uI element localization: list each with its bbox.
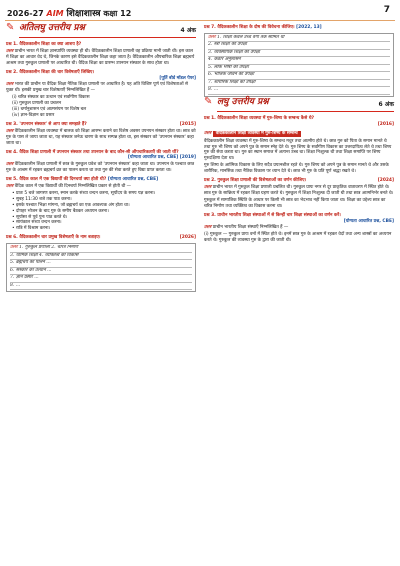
answer-heading-bar: वैदिककालीन शिक्षा व्यवस्था में गुरु-शिष्य के सम्बन्ध xyxy=(213,131,301,137)
list-item: • प्रातः 5 बजे जागरण करना, स्नान करके संध्या वन्दन करना, सूर्योदय के समय यज्ञ करना। xyxy=(12,190,156,196)
question-4: प्रश्न 4. वैदिक शिक्षा प्रणाली में उपनयन संस्कार तथा उपनयन के बाद कौन-सी औपचारिकताएँ की जाती थीं? xyxy=(6,149,179,155)
answer-2: उत्तर भारत की प्राचीन या वैदिक शिक्षा नैतिक शिक्षा प्रणाली पर आधारित है। यह अति विशिष्ट पूर्ण एवं विशेषताओं से युक्त थी। इसकी प्रमुख चार विशेषताएँ निम्नलिखित हैं — xyxy=(6,82,188,94)
handwritten-line: 2. स्त्री शिक्षा की उपेक्षा xyxy=(208,42,390,50)
list-item: • दोपहर भोजन के बाद गुरु के समीप बैठकर अध्ययन करना। xyxy=(12,208,109,214)
question-5: प्रश्न 5. वैदिक काल में एक विद्यार्थी की दिनचर्या क्या होती थी? [योग्यता आधारित प्रश्न, CBE] xyxy=(6,177,159,183)
header-rule xyxy=(5,20,395,21)
answer-2-points xyxy=(12,95,196,119)
handwritten-line: 6. संस्कार का उत्थान ... xyxy=(10,268,192,276)
handwritten-line: उत्तर 1. गुरुकुल प्रणाली 2. चरित्र निर्माण xyxy=(10,245,192,253)
section-header-short xyxy=(204,95,394,113)
question-3: [2015] प्रश्न 3. 'उपनयन संस्कार' से आप क्या समझते हैं? xyxy=(6,121,196,127)
answer-5-points xyxy=(12,191,196,232)
short-answer-2-b: गुरुकुल में सामाजिक स्थिति के आधार पर किसी भी छात्र का भेदभाव नहीं किया जाता था। शिक्षा का उद्देश्य छात्र का चरित्र निर्माण तथा व्यक्तित्व का विकास करना था। xyxy=(204,197,386,209)
question-6: [2026] प्रश्न 6. वैदिककालीन चार प्रमुख विशेषताएँ के नाम बताइए। xyxy=(6,235,196,241)
list-item: • सूर्यास्त से पूर्व पुनः पाठ करते थे। xyxy=(12,214,68,220)
section-marks: 4 अंक xyxy=(180,27,196,34)
short-question-3-tag: [योग्यता आधारित प्रश्न, CBE] xyxy=(343,218,394,224)
question-7: प्रश्न 7. वैदिककालीन शिक्षा के दोष की विवेचना कीजिए। [2022, 13] xyxy=(204,25,322,30)
answer-1: उत्तर प्राचीन भारत में शिक्षा ज्ञानप्राप्ति व्यवस्था ही थी। वैदिककालीन शिक्षा प्रणाली वह प्रक्रिया मानी जाती थी। इस काल में शिक्षा का आधार वेद थे, जिनके कारण इसे वैदिककालीन शिक्षा कहा जाता है। वैदिककालीन औपचारिक शिक्षा ब्रह्मचर्य आश्रम तथा गुरुकुल प्रणाली पर आधारित थी। वैदिक शिक्षा का प्रारम्भ उपनयन संस्कार के साथ होता था। xyxy=(6,48,195,66)
handwritten-line: 7. ज्ञान प्रसार ... xyxy=(10,275,192,283)
question-1: प्रश्न 1. वैदिककालीन शिक्षा का क्या आशय है? xyxy=(6,42,82,47)
header-left xyxy=(7,6,131,19)
handwritten-line: 7. शारीरिक शिक्षा की उपेक्षा xyxy=(208,80,390,88)
short-question-3: प्रश्न 3. प्राचीन भारतीय शिक्षा संस्थाओं में से किन्हीं चार शिक्षा संस्थाओं का वर्णन करें। xyxy=(204,212,341,218)
short-question-1-tag: [2016] xyxy=(377,121,394,127)
short-question-2: [2024] प्रश्न 2. गुरुकुल शिक्षा प्रणाली की विशेषताओं का वर्णन कीजिए। xyxy=(204,178,394,184)
header-year: 2026-27 xyxy=(7,9,44,18)
handwritten-line: 8. ... xyxy=(10,283,192,291)
list-item: • सुबह 11:30 बजे तक पाठ करना। xyxy=(12,196,72,202)
question-2-tag: [पूर्ति बोर्ड मॉडल पेपर] xyxy=(159,75,196,81)
question-4-tag: [योग्यता आधारित प्रश्न, CBE] [2019] xyxy=(127,155,196,161)
handwritten-line: 8. ... xyxy=(208,87,390,95)
handwritten-line: 3. धार्मिक शिक्षा 4. व्यक्तित्व का विकास xyxy=(10,253,192,261)
list-item: • सायंकाल संध्या वन्दन करना। xyxy=(12,220,62,226)
section-title: अतिलघु उत्तरीय प्रश्न xyxy=(19,23,85,33)
pencil-icon: ✎ xyxy=(6,22,15,33)
list-item: (iii) धर्मानुशासन एवं आत्मसंयम पर विशेष बल xyxy=(12,107,87,113)
left-column xyxy=(6,22,196,294)
short-answer-3-intro: उत्तर प्राचीन भारतीय शिक्षा संस्थाएँ निम्नलिखित हैं — xyxy=(204,225,289,231)
list-item: (ii) गुरुकुल प्रणाली का प्रचलन xyxy=(12,101,62,107)
answer-3: उत्तर वैदिककालीन शिक्षा व्यवस्था में बालक को शिक्षा आरम्भ कराने का विशेष अवसर उपनयन संस्कार होता था। छात्र को गुरु के पास ले जाया जाता था, यह संस्कार जनेऊ धारण के साथ सम्पन्न होता था, इस संस्कार को 'उपनयन संस्कार' कहा जाता था। xyxy=(6,128,196,146)
list-item: (i) चरित्र संस्कार का उत्थान एवं सर्वांगीण विकास xyxy=(12,95,90,101)
section-rule xyxy=(217,111,394,112)
section-rule xyxy=(19,37,196,38)
list-item: • रात्रि में विश्राम करना। xyxy=(12,226,51,232)
header-class: कक्षा 12 xyxy=(103,9,132,18)
list-item: • इसके पश्चात भिक्षा मांगना, जो ब्रह्मचर्य का एक आवश्यक अंग होता था। xyxy=(12,202,130,208)
right-column xyxy=(204,25,394,244)
page-header xyxy=(0,0,400,22)
short-answer-1-text: वैदिककालीन शिक्षा व्यवस्था में गुरु-शिष्य के सम्बन्ध मधुर तथा आत्मीय होते थे। छात्र गुरु को पिता के समान मानते थे तथा गुरु भी शिष्य को अपने पुत्र के समान स्नेह देते थे। गुरु शिष्य के सर्वांगीण विकास का उत्तरदायित्व लेते थे तथा शिष्य गुरु की सेवा करता था। गुरु का स्थान समाज में अत्यन्त उच्च था। शिक्षा निःशुल्क थी तथा शिक्षा समाप्ति पर शिष्य गुरुदक्षिणा देता था। xyxy=(204,138,392,162)
handwritten-line: 3. व्यवसायिक शिक्षा की उपेक्षा xyxy=(208,50,390,58)
short-answer-3: (i) गुरुकुल — गुरुकुल प्रायः वनों में स्थित होते थे। इनमें छात्र गुरु के आश्रम में रहकर वेदों तथा अन्य शास्त्रों का अध्ययन करते थे। गुरुकुल की व्यवस्था गुरु के द्वारा की जाती थी। xyxy=(204,232,392,244)
handwritten-answer-box-2 xyxy=(204,33,394,97)
handwritten-line: 6. भौतिक जीवन की उपेक्षा xyxy=(208,72,390,80)
brand-logo: AIM xyxy=(46,9,64,18)
question-2: प्रश्न 2. वैदिककालीन शिक्षा की चार विशेषताएँ लिखिए। xyxy=(6,69,95,75)
pencil-icon: ✎ xyxy=(204,95,213,107)
page-number: 7 xyxy=(383,5,390,15)
section-title: लघु उत्तरीय प्रश्न xyxy=(217,96,269,107)
handwritten-line: 4. कठोर अनुशासन xyxy=(208,57,390,65)
handwritten-line: उत्तर 1. शिक्षा केवल उच्च वर्गों तक सीमित थी xyxy=(208,35,390,43)
short-answer-1-text-b: गुरु शिष्य के आत्मिक विकास के लिए सदैव प्रयत्नशील रहते थे। गुरु शिष्य को अपने पुत्र के समान मानते थे और उसके शारीरिक, मानसिक तथा नैतिक विकास पर ध्यान देते थे। छात्र भी गुरु के प्रति पूर्ण श्रद्धा रखते थे। xyxy=(204,163,389,175)
handwritten-line: 5. लोक भाषा की उपेक्षा xyxy=(208,65,390,73)
list-item: (iv) ज्ञान-विज्ञान का प्रसार xyxy=(12,112,55,118)
answer-5: उत्तर वैदिक काल में एक विद्यार्थी की दिनचर्या निम्नलिखित प्रकार से होती थी — xyxy=(6,184,132,190)
section-marks: 6 अंक xyxy=(378,100,394,108)
section-header-very-short xyxy=(6,22,196,39)
header-subject: शिक्षाशास्त्र xyxy=(66,9,101,19)
answer-4: उत्तर वैदिककालीन शिक्षा प्रणाली में छात्र के गुरुकुल प्रवेश को 'उपनयन संस्कार' कहा जाता था। उपनयन के पश्चात छात्र गुरु के आश्रम में रहकर ब्रह्मचर्य व्रत का पालन करता था तथा गुरु की सेवा करते हुए विद्या प्राप्त करता था। xyxy=(6,162,195,174)
short-question-1: प्रश्न 1. वैदिककालीन शिक्षा व्यवस्था में गुरु-शिष्य के सम्बन्ध कैसे थे? xyxy=(204,115,315,121)
handwritten-line: 5. ब्रह्मचर्य का पालन ... xyxy=(10,260,192,268)
short-answer-2: उत्तर प्राचीन भारत में गुरुकुल शिक्षा प्रणाली प्रचलित थी। गुरुकुल प्रायः नगर से दूर प्राकृतिक वातावरण में स्थित होते थे। छात्र गुरु के सान्निध्य में रहकर शिक्षा ग्रहण करते थे। गुरुकुल में शिक्षा निःशुल्क दी जाती थी तथा छात्र आत्मनिर्भर बनते थे। xyxy=(204,184,394,196)
handwritten-answer-box xyxy=(6,243,196,292)
short-answer-1: उत्तर वैदिककालीन शिक्षा व्यवस्था में गुरु-शिष्य के सम्बन्ध xyxy=(204,129,394,138)
